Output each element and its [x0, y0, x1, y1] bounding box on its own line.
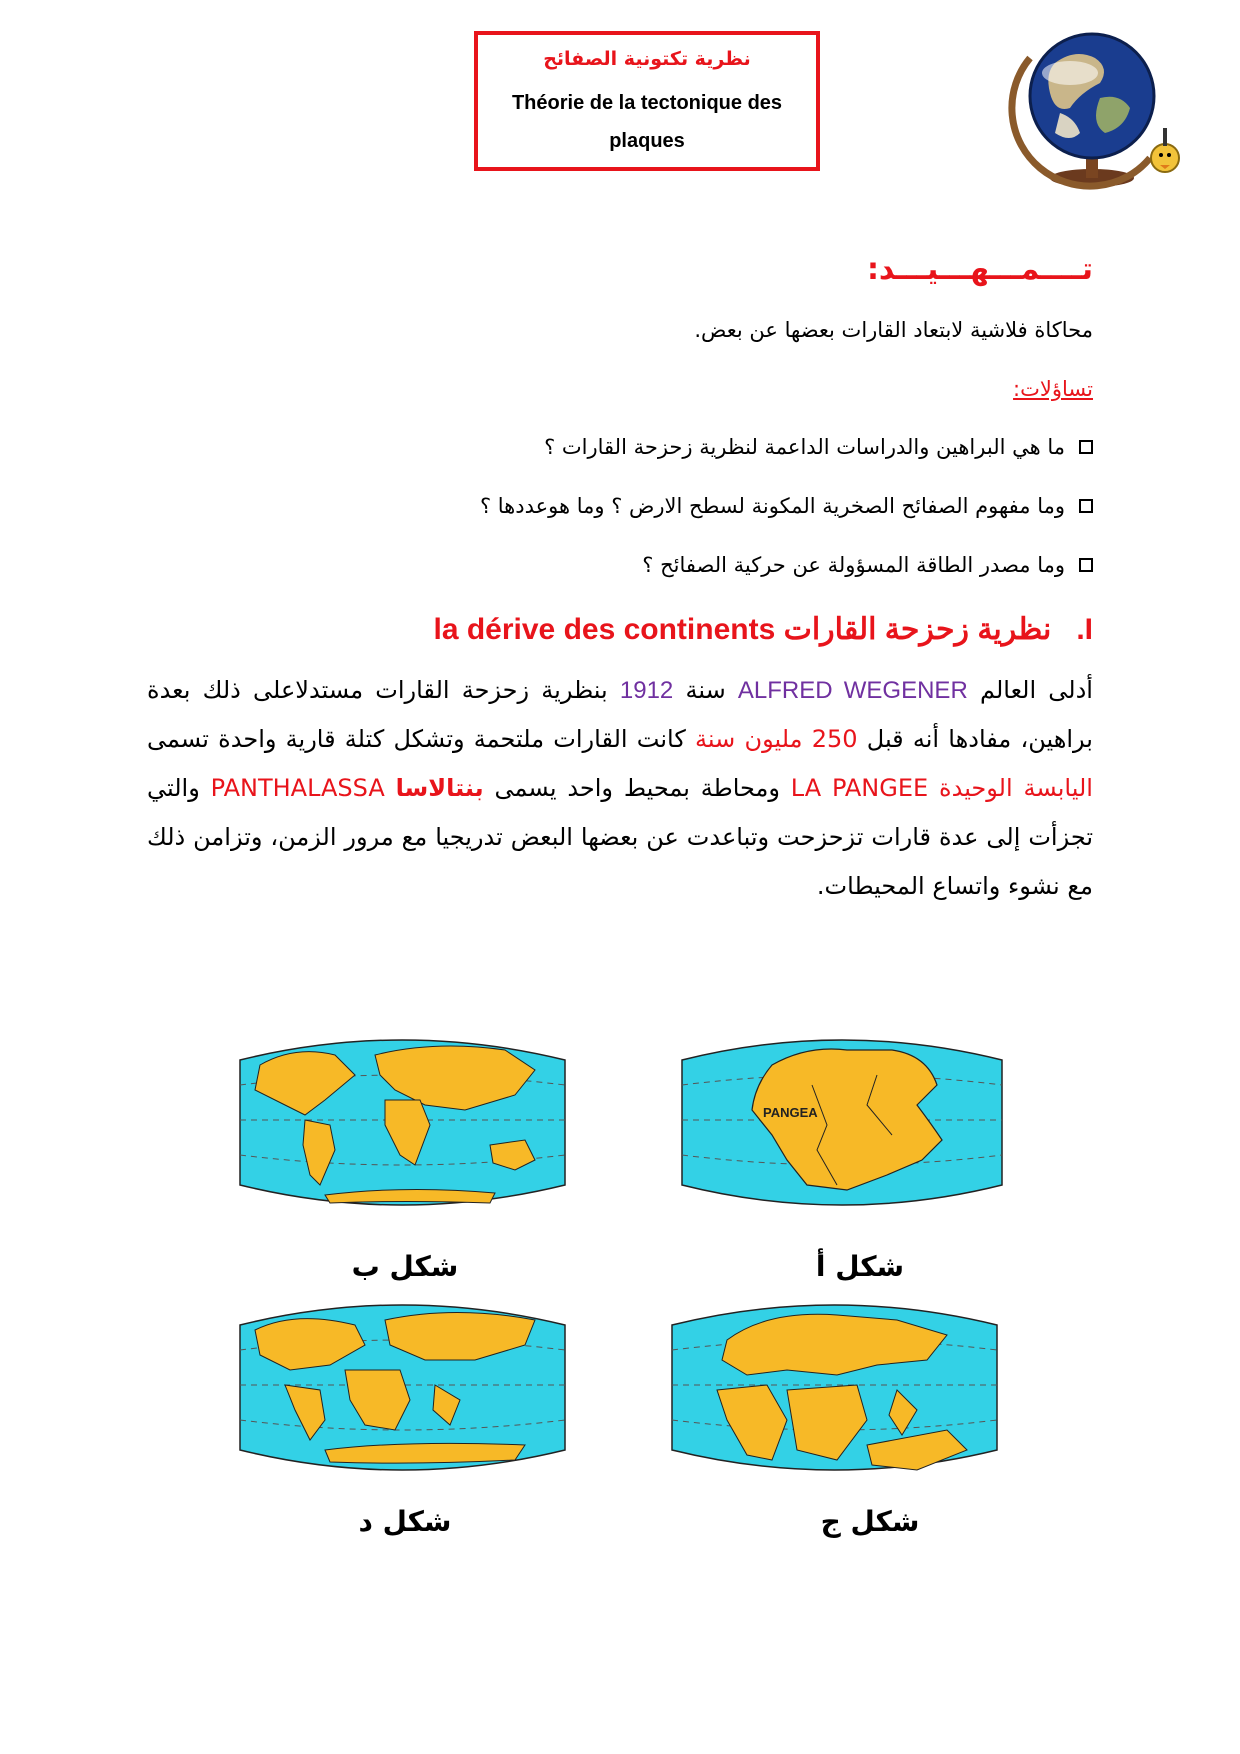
questions-heading: تساؤلات:: [1013, 377, 1093, 401]
figure-caption-b: شكل ب: [351, 1250, 459, 1283]
text-run: والتي تجزأت إلى عدة قارات تزحزحت وتباعدت عن بعضها البعض تدريجيا مع مرور الزمن، وتزامن ذلك مع نشوء واتساع المحيطات.: [147, 774, 1093, 900]
text-run: كانت القارات ملتحمة وتشكل كتلة قارية واحدة تسمى: [147, 725, 686, 753]
text-run: بنظرية زحزحة القارات مستدلاعلى ذلك بعدة براهين، مفادها أنه قبل: [147, 676, 1093, 753]
text-run: ومحاطة بمحيط واحد يسمى: [494, 774, 780, 802]
question-item: [480, 494, 1093, 518]
checkbox-icon: [1079, 499, 1093, 513]
wegener-paragraph: [147, 666, 1093, 911]
figure-caption-c: شكل ج: [820, 1505, 920, 1538]
section-title-french: la dérive des continents: [433, 613, 776, 646]
number-250: 250: [811, 725, 858, 753]
term-yabisa: اليابسة الوحيدة: [939, 774, 1093, 802]
million-years: مليون سنة: [695, 725, 803, 753]
map-figure-d: [235, 1290, 570, 1480]
figure-caption-d: شكل د: [358, 1505, 452, 1538]
section-title-arabic: نظرية زحزحة القارات: [783, 613, 1052, 646]
section-title: [433, 612, 1093, 647]
question-text: وما مصدر الطاقة المسؤولة عن حركية الصفائح ؟: [642, 553, 1065, 577]
text-run: سنة: [685, 676, 726, 704]
pangea-label: PANGEA: [763, 1105, 818, 1120]
term-panthalassa: PANTHALASSA: [210, 774, 385, 802]
title-arabic: نظرية تكتونية الصفائح: [543, 48, 751, 70]
map-figure-c: [667, 1290, 1002, 1480]
title-french: Théorie de la tectonique des plaques: [511, 92, 783, 152]
intro-text: محاكاة فلاشية لابتعاد القارات بعضها عن بعض.: [694, 318, 1093, 342]
section-number: I.: [1076, 613, 1093, 646]
map-figure-b: [235, 1025, 570, 1215]
checkbox-icon: [1079, 558, 1093, 572]
map-figure-a: [677, 1025, 1007, 1215]
checkbox-icon: [1079, 440, 1093, 454]
question-item: [544, 435, 1093, 459]
title-box: [474, 31, 820, 171]
term-pangee: LA PANGEE: [790, 774, 929, 802]
intro-heading: تــــمـــهـــيـــد:: [866, 252, 1093, 287]
question-text: وما مفهوم الصفائح الصخرية المكونة لسطح الارض ؟ وما هوعددها ؟: [479, 494, 1065, 518]
term-bantalasa: بنتالاسا: [395, 774, 484, 802]
scientist-name: ALFRED WEGENER: [737, 677, 968, 704]
figure-caption-a: شكل أ: [815, 1250, 905, 1283]
question-item: [642, 553, 1093, 577]
text-run: أدلى العالم: [979, 676, 1093, 704]
year: 1912: [619, 677, 674, 704]
question-text: ما هي البراهين والدراسات الداعمة لنظرية زحزحة القارات ؟: [544, 435, 1065, 459]
globe-icon: [1000, 18, 1200, 193]
